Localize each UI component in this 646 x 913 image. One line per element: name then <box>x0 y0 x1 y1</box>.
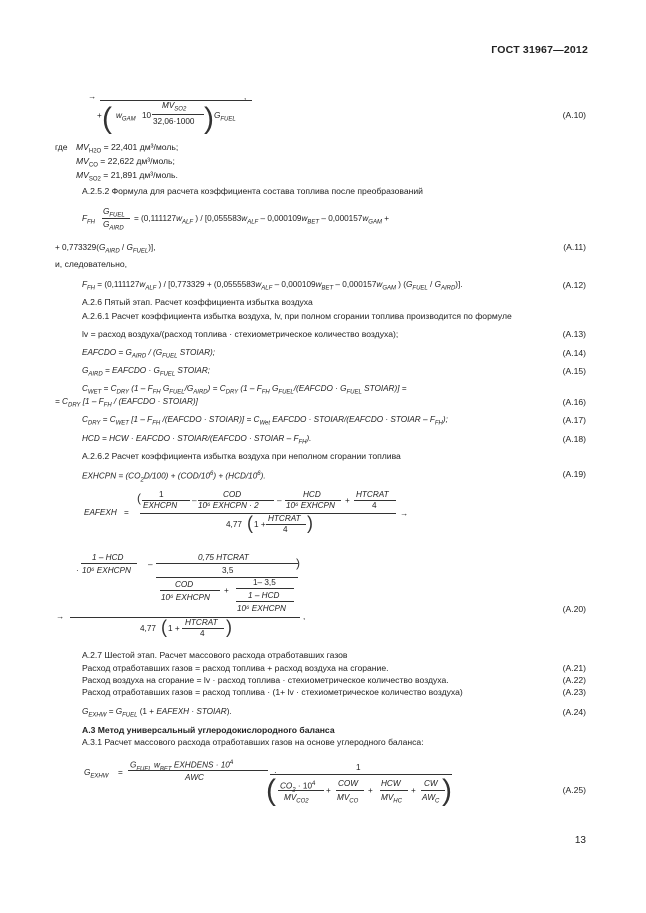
formula-a16-line2: = $C_{DRY}$ [$1 - F_{FH}$ / (EAFCDO · STOIAR)] <box>55 397 198 409</box>
formula-a23: Расход отработавших газов = расход топлива · (1+ lv · стехиометрическое количество воздуха) <box>82 687 463 697</box>
section-a261: А.2.6.1 Расчет коэффициента избытка воздуха, lv, при полном сгорании топлива производится по формуле <box>82 311 512 321</box>
formula-a19: EXHCPN = $(CO_2D/100) + (COD/10^6) + (HCD/10^6)$. <box>82 471 266 484</box>
eq-number: (A.25) <box>562 785 586 795</box>
eq-number: (A.14) <box>562 348 586 358</box>
formula-a16-line1: $C_{WET} = C_{DRY}$ ($1 - F_{FH}$ $G_{FUEL}/G_{AIRD}) = C_{DRY}$ ($1 - F_{FH}$ $G_{FUEL}/(EAFCDO \cdot G_{FUEL}$ STOIAR)] = <box>82 384 407 396</box>
eq-number: (A.18) <box>562 434 586 444</box>
arrow-symbol: → <box>88 92 97 101</box>
eq-number: (A.15) <box>562 366 586 376</box>
eq-number: (A.21) <box>562 663 586 673</box>
section-a27: А.2.7 Шестой этап. Расчет массового расхода отработавших газов <box>82 650 348 660</box>
eq-number: (A.11) <box>563 242 586 252</box>
eq-number: (A.22) <box>562 675 586 685</box>
eq-number: (A.19) <box>562 469 586 479</box>
where-line: $MV_{H2O} = 22,401$ дм³/моль; <box>76 142 179 155</box>
eq-number: (A.16) <box>562 397 586 407</box>
section-a26: А.2.6 Пятый этап. Расчет коэффициента избытка воздуха <box>82 297 313 307</box>
page-number: 13 <box>574 835 586 846</box>
formula-a17: $C_{DRY} = C_{WET}$ [$1 - F_{FH}$ /(EAFCDO · STOIAR)] = $C_{Wet}$ EAFCDO · STOIAR/(EAFCDO · STOIAR – $F_{FH}$); <box>82 415 448 427</box>
formula-a21: Расход отработавших газов = расход топлива + расход воздуха на сгорание. <box>82 663 389 673</box>
section-a252: А.2.5.2 Формула для расчета коэффициента состава топлива после преобразований <box>82 186 423 196</box>
formula-a15: $G_{AIRD}$ = EAFCDO · $G_{FUEL}$ STOIAR; <box>82 366 211 378</box>
eq-number: (A.24) <box>562 707 586 717</box>
eq-number: (A.12) <box>562 280 586 290</box>
eq-number: (A.17) <box>562 415 586 425</box>
formula-a13: lv = расход воздуха/(расход топлива · стехиометрическое количество воздуха); <box>82 329 399 339</box>
eq-number: (A.23) <box>562 687 586 697</box>
document-header: ГОСТ 31967—2012 <box>491 44 588 56</box>
text-and-then: и, следовательно, <box>55 259 128 269</box>
eq-number: (A.10) <box>562 110 586 120</box>
where-line: $MV_{SO2} = 21,891$ дм³/моль. <box>76 170 178 183</box>
formula-a24: $G_{EXHW} = G_{FUEL}$ (1 + EAFEXH · STOIAR). <box>82 707 232 719</box>
eq-number: (A.13) <box>562 329 586 339</box>
section-a3-heading: А.3 Метод универсальный углеродокислородного баланса <box>82 725 335 735</box>
formula-a14: EAFCDO = $G_{AIRD} / (G_{FUEL}$ STOIAR); <box>82 348 216 360</box>
formula-a22: Расход воздуха на сгорание = lv · расход топлива · стехиометрическое количество воздуха. <box>82 675 449 685</box>
formula-a18: HCD = HCW · EAFCDO · STOIAR/(EAFCDO · STOIAR – $F_{FH}$). <box>82 434 312 446</box>
eq-number: (A.20) <box>562 604 586 614</box>
section-a31: А.3.1 Расчет массового расхода отработавших газов на основе углеродного баланса: <box>82 737 424 747</box>
where-label: где <box>55 142 68 152</box>
where-line: $MV_{CO} = 22,622$ дм³/моль; <box>76 156 175 169</box>
formula-a12: $F_{FH} = (0,111127w_{ALF}$ ) / [$0,773329 + (0,0555583w_{ALF} - 0,000109w_{BET} - 0,000157w_{GAM}$ ) $(G_{FUEL} / G_{AIRD})$]. <box>82 280 463 292</box>
section-a262: А.2.6.2 Расчет коэффициента избытка воздуха при неполном сгорании топлива <box>82 451 401 461</box>
